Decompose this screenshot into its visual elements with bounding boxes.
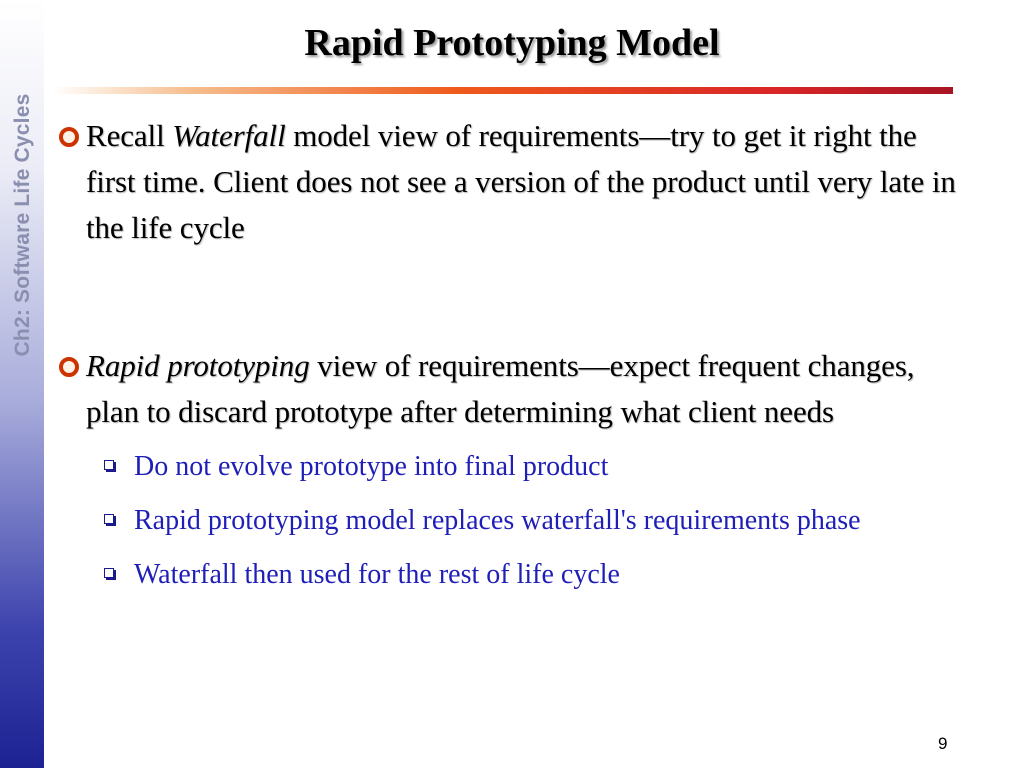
sub-bullet [104, 445, 972, 489]
hollow-square-bullet-icon [104, 499, 134, 524]
sub-bullet [104, 499, 972, 543]
hollow-square-bullet-icon [104, 445, 134, 470]
page-number: 9 [938, 734, 948, 753]
ring-bullet-icon [52, 343, 86, 377]
section-label: Ch2: Software Life Cycles [11, 93, 34, 357]
sub-bullet [104, 553, 972, 597]
bullet-rapid-prototyping [52, 343, 972, 435]
bullet-emphasis: Waterfall [172, 118, 286, 153]
bullet-text [86, 343, 972, 435]
ring-bullet-icon [52, 113, 86, 147]
slide-content [52, 113, 972, 607]
sub-bullet-text: Do not evolve prototype into final product [134, 451, 609, 482]
slide-title: Rapid Prototyping Model [304, 22, 720, 64]
bullet-text [86, 113, 972, 251]
bullet-waterfall [52, 113, 972, 251]
sub-bullet-list [52, 445, 972, 597]
sub-bullet-text: Rapid prototyping model replaces waterfall's requirements phase [134, 505, 861, 536]
sub-bullet-text: Waterfall then used for the rest of life cycle [134, 559, 620, 590]
bullet-emphasis: Rapid prototyping [86, 348, 310, 383]
title-rule [52, 87, 953, 94]
bullet-lead: Recall [86, 118, 173, 153]
bullet-rest: view of requirements—expect frequent changes, plan to discard prototype after determining what client needs [86, 348, 915, 429]
hollow-square-bullet-icon [104, 553, 134, 578]
bullet-rest: model view of requirements—try to get it right the first time. Client does not see a version of the product until very late in the life cycle [86, 118, 956, 245]
